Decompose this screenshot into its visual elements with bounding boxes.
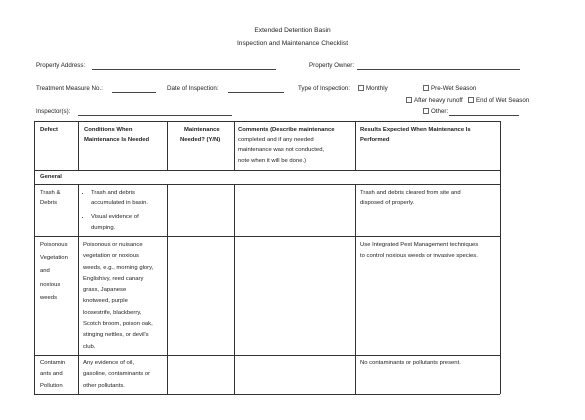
- type-of-inspection-label: Type of Inspection:: [298, 85, 350, 92]
- col-divider-2: [167, 121, 168, 170]
- condition-line: loosestrife, blackberry,: [83, 309, 142, 316]
- condition-line: weeds, e.g., morning glory,: [83, 264, 154, 271]
- row2-conditions: [83, 240, 153, 353]
- end-of-wet-season-option[interactable]: [468, 97, 529, 104]
- checkbox-icon: [468, 97, 474, 103]
- condition-line: gasoline, contaminants or: [83, 371, 151, 378]
- date-of-inspection-label: Date of Inspection:: [167, 85, 219, 92]
- col-divider-4: [355, 121, 356, 170]
- row1-conditions: [82, 188, 171, 237]
- condition-line: grass, Japanese: [83, 287, 127, 294]
- other-label: Other:: [431, 108, 449, 115]
- table-border-right: [500, 121, 501, 394]
- checkbox-icon: [423, 85, 429, 91]
- date-of-inspection-field[interactable]: [228, 92, 284, 93]
- result-line: Trash and debris cleared from site and: [360, 190, 461, 196]
- condition-line: other pollutants.: [83, 382, 125, 389]
- row1-results: [360, 188, 461, 208]
- table-border-left: [34, 121, 35, 394]
- header-defect: Defect: [40, 127, 59, 133]
- treatment-measure-field[interactable]: [112, 92, 156, 93]
- defect-line: Vegetation: [40, 255, 68, 262]
- header-comments-line: maintenance was not conducted,: [238, 147, 325, 154]
- document-title: Extended Detention Basin: [254, 27, 331, 34]
- condition-line: dumping.: [91, 224, 116, 231]
- condition-line: club.: [83, 343, 96, 350]
- section-general: General: [40, 174, 62, 180]
- header-row-bottom: [34, 170, 500, 171]
- row3-defect: [40, 358, 65, 392]
- header-results-line: Performed: [360, 137, 390, 144]
- condition-line: Scotch broom, poison oak,: [83, 321, 153, 328]
- col-divider-1: [78, 121, 79, 170]
- col-divider-3: [234, 121, 235, 170]
- property-owner-label: Property Owner:: [309, 62, 355, 69]
- defect-line: ants and: [40, 371, 63, 378]
- header-comments-line: note when it will be done.): [238, 157, 307, 164]
- header-maintenance: [180, 125, 220, 145]
- row3-bottom: [34, 394, 500, 395]
- defect-line: Poisonous: [40, 242, 68, 248]
- row3-conditions: [83, 358, 150, 392]
- defect-line: and: [40, 268, 50, 275]
- header-maintenance-line: Maintenance: [184, 127, 220, 133]
- end-of-wet-season-label: End of Wet Season: [476, 97, 530, 104]
- header-comments: [238, 125, 335, 166]
- row2-defect: [40, 240, 68, 303]
- result-line: Use Integrated Pest Management techniques: [360, 242, 479, 248]
- table-border-top: [34, 121, 500, 122]
- result-line: No contaminants or pollutants present.: [360, 360, 461, 366]
- after-heavy-runoff-label: After heavy runoff: [414, 97, 463, 104]
- col-divider-3b: [234, 184, 235, 394]
- col-divider-4b: [355, 184, 356, 394]
- section-row-bottom: [34, 184, 500, 185]
- header-conditions-line: Conditions When: [84, 127, 133, 133]
- inspectors-field[interactable]: [78, 115, 232, 116]
- property-address-field[interactable]: [92, 69, 276, 70]
- other-option[interactable]: [423, 108, 448, 115]
- after-heavy-runoff-option[interactable]: [406, 97, 463, 104]
- header-comments-line: completed and if any needed: [238, 137, 314, 144]
- monthly-option[interactable]: [358, 85, 388, 92]
- property-address-label: Property Address:: [36, 62, 86, 69]
- defect-line: noxious: [40, 281, 61, 288]
- condition-line: Any evidence of oil,: [83, 360, 135, 366]
- col-divider-1b: [78, 184, 79, 394]
- row2-results: [360, 240, 478, 263]
- condition-line: • Visual evidence of: [91, 214, 139, 221]
- condition-line: • Trash and debris: [91, 190, 135, 196]
- condition-line: knotweed, purple: [83, 298, 128, 305]
- defect-line: Contamin: [40, 360, 66, 366]
- pre-wet-season-option[interactable]: [423, 85, 476, 92]
- condition-line: stinging nettles, or devil's: [83, 332, 149, 339]
- defect-line: weeds: [40, 294, 58, 301]
- header-results-line: Results Expected When Maintenance Is: [360, 127, 471, 133]
- list-item: [91, 212, 171, 232]
- header-maintenance-line: Needed? (Y/N): [180, 137, 221, 144]
- inspectors-label: Inspector(s):: [36, 108, 71, 115]
- condition-line: Englishivy, reed canary: [83, 275, 144, 282]
- condition-line: vegetation or noxious: [83, 253, 139, 260]
- row1-defect: [40, 188, 60, 208]
- checkbox-icon: [406, 97, 412, 103]
- monthly-label: Monthly: [366, 85, 388, 92]
- document-subtitle: Inspection and Maintenance Checklist: [236, 40, 349, 47]
- defect-line: Pollution: [40, 382, 63, 389]
- result-line: disposed of properly.: [360, 200, 415, 207]
- defect-line: Debris: [40, 200, 58, 207]
- row3-results: [360, 358, 461, 368]
- treatment-measure-label: Treatment Measure No.:: [36, 85, 103, 92]
- property-owner-field[interactable]: [357, 69, 520, 70]
- result-line: to control noxious weeds or invasive species.: [360, 253, 478, 260]
- checkbox-icon: [423, 108, 429, 114]
- condition-line: Poisonous or nuisance: [83, 242, 143, 248]
- defect-line: Trash &: [40, 190, 61, 196]
- list-item: [91, 188, 171, 208]
- other-field[interactable]: [449, 115, 519, 116]
- header-comments-line: Comments (Describe maintenance: [238, 127, 335, 133]
- header-conditions-line: Maintenance Is Needed: [84, 137, 150, 144]
- row2-bottom: [34, 355, 500, 356]
- pre-wet-season-label: Pre-Wet Season: [431, 85, 477, 92]
- condition-line: accumulated in basin.: [91, 200, 148, 207]
- header-conditions: [84, 125, 149, 145]
- header-results: [360, 125, 471, 145]
- checkbox-icon: [358, 85, 364, 91]
